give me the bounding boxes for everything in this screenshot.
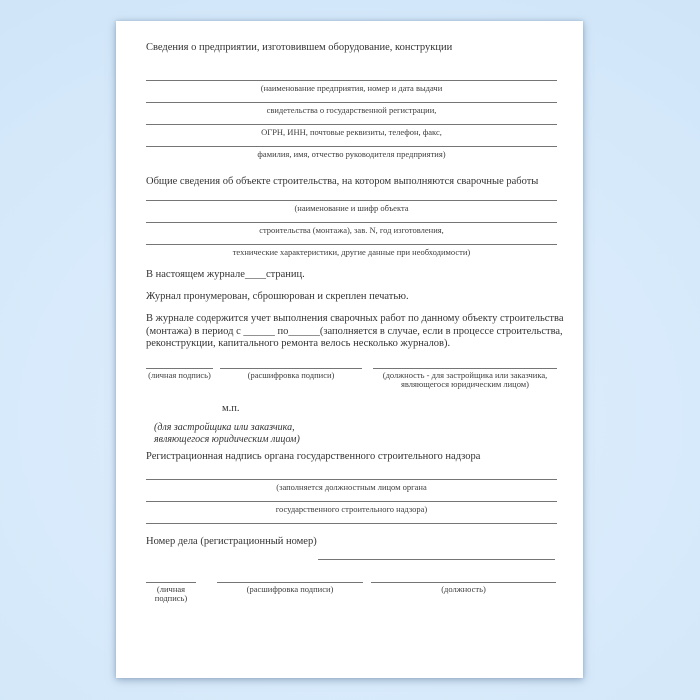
signature-row-top (146, 368, 557, 390)
object-field-group (146, 200, 557, 266)
case-number-label: Номер дела (регистрационный номер) (146, 535, 317, 547)
field-caption: технические характеристики, другие данные при необходимости) (232, 247, 471, 257)
form-field-line-blank (146, 523, 557, 524)
form-field-line (146, 479, 557, 501)
signature-position-column (371, 582, 556, 604)
form-field-line (146, 222, 557, 244)
form-field-line (146, 501, 557, 523)
signature-personal-column (146, 582, 196, 604)
form-field-line (146, 244, 557, 266)
field-caption: (заполняется должностным лицом органа (276, 481, 427, 492)
signature-caption: (личная подпись) (148, 369, 211, 380)
signature-caption: (личная подпись) (154, 583, 188, 603)
signature-caption: (должность - для застройщика или заказчика, являющегося юридическим лицом) (382, 369, 548, 389)
field-caption: ОГРН, ИНН, почтовые реквизиты, телефон, факс, (261, 127, 442, 137)
form-field-line (146, 80, 557, 102)
section-title-manufacturer: Сведения о предприятии, изготовившем оборудование, конструкции (146, 42, 453, 53)
form-field-line (146, 200, 557, 222)
statement-period-line: реконструкции, капитального ремонта велось несколько журналов). (146, 338, 451, 349)
signature-transcript-column (217, 582, 363, 604)
form-field-line (146, 146, 557, 168)
signature-caption: (должность) (441, 583, 486, 594)
field-caption: строительства (монтажа), зав. N, год изготовления, (259, 225, 444, 235)
field-caption: (наименование предприятия, номер и дата выдачи (260, 83, 443, 93)
statement-period (146, 313, 564, 351)
form-page (116, 21, 583, 678)
field-caption: свидетельства о государственной регистрации, (266, 105, 437, 115)
signature-personal-column (146, 368, 213, 390)
field-caption: государственного строительного надзора) (275, 503, 428, 514)
form-field-line (146, 124, 557, 146)
statement-pages: В настоящем журнале____страниц. (146, 269, 305, 280)
stamp-place-label: м.п. (222, 402, 240, 414)
statement-binding: Журнал пронумерован, сброшюрован и скреплен печатью. (146, 291, 409, 302)
field-caption: фамилия, имя, отчество руководителя предприятия) (257, 149, 446, 159)
signature-transcript-column (220, 368, 362, 390)
field-caption: (наименование и шифр объекта (294, 203, 409, 213)
case-number-line (318, 559, 555, 560)
developer-note (154, 422, 557, 447)
manufacturer-field-group (146, 80, 557, 168)
statement-period-line: В журнале содержится учет выполнения сварочных работ по данному объекту строительства (146, 313, 564, 324)
statement-period-line: (монтажа) в период с ______ по______(заполняется в случае, если в процессе строительства, (146, 325, 563, 337)
registration-field-group (146, 479, 557, 524)
signature-caption: (расшифровка подписи) (247, 369, 335, 380)
section-title-registration: Регистрационная надпись органа государственного строительного надзора (146, 450, 481, 462)
signature-caption: (расшифровка подписи) (246, 583, 334, 594)
form-content (116, 21, 583, 658)
section-title-object: Общие сведения об объекте строительства, на котором выполняются сварочные работы (146, 176, 539, 187)
developer-note-line: (для застройщика или заказчика, (154, 421, 295, 433)
signature-position-column (373, 368, 557, 390)
signature-row-bottom (146, 582, 557, 604)
form-field-line (146, 102, 557, 124)
developer-note-line: являющегося юридическим лицом) (154, 434, 300, 445)
